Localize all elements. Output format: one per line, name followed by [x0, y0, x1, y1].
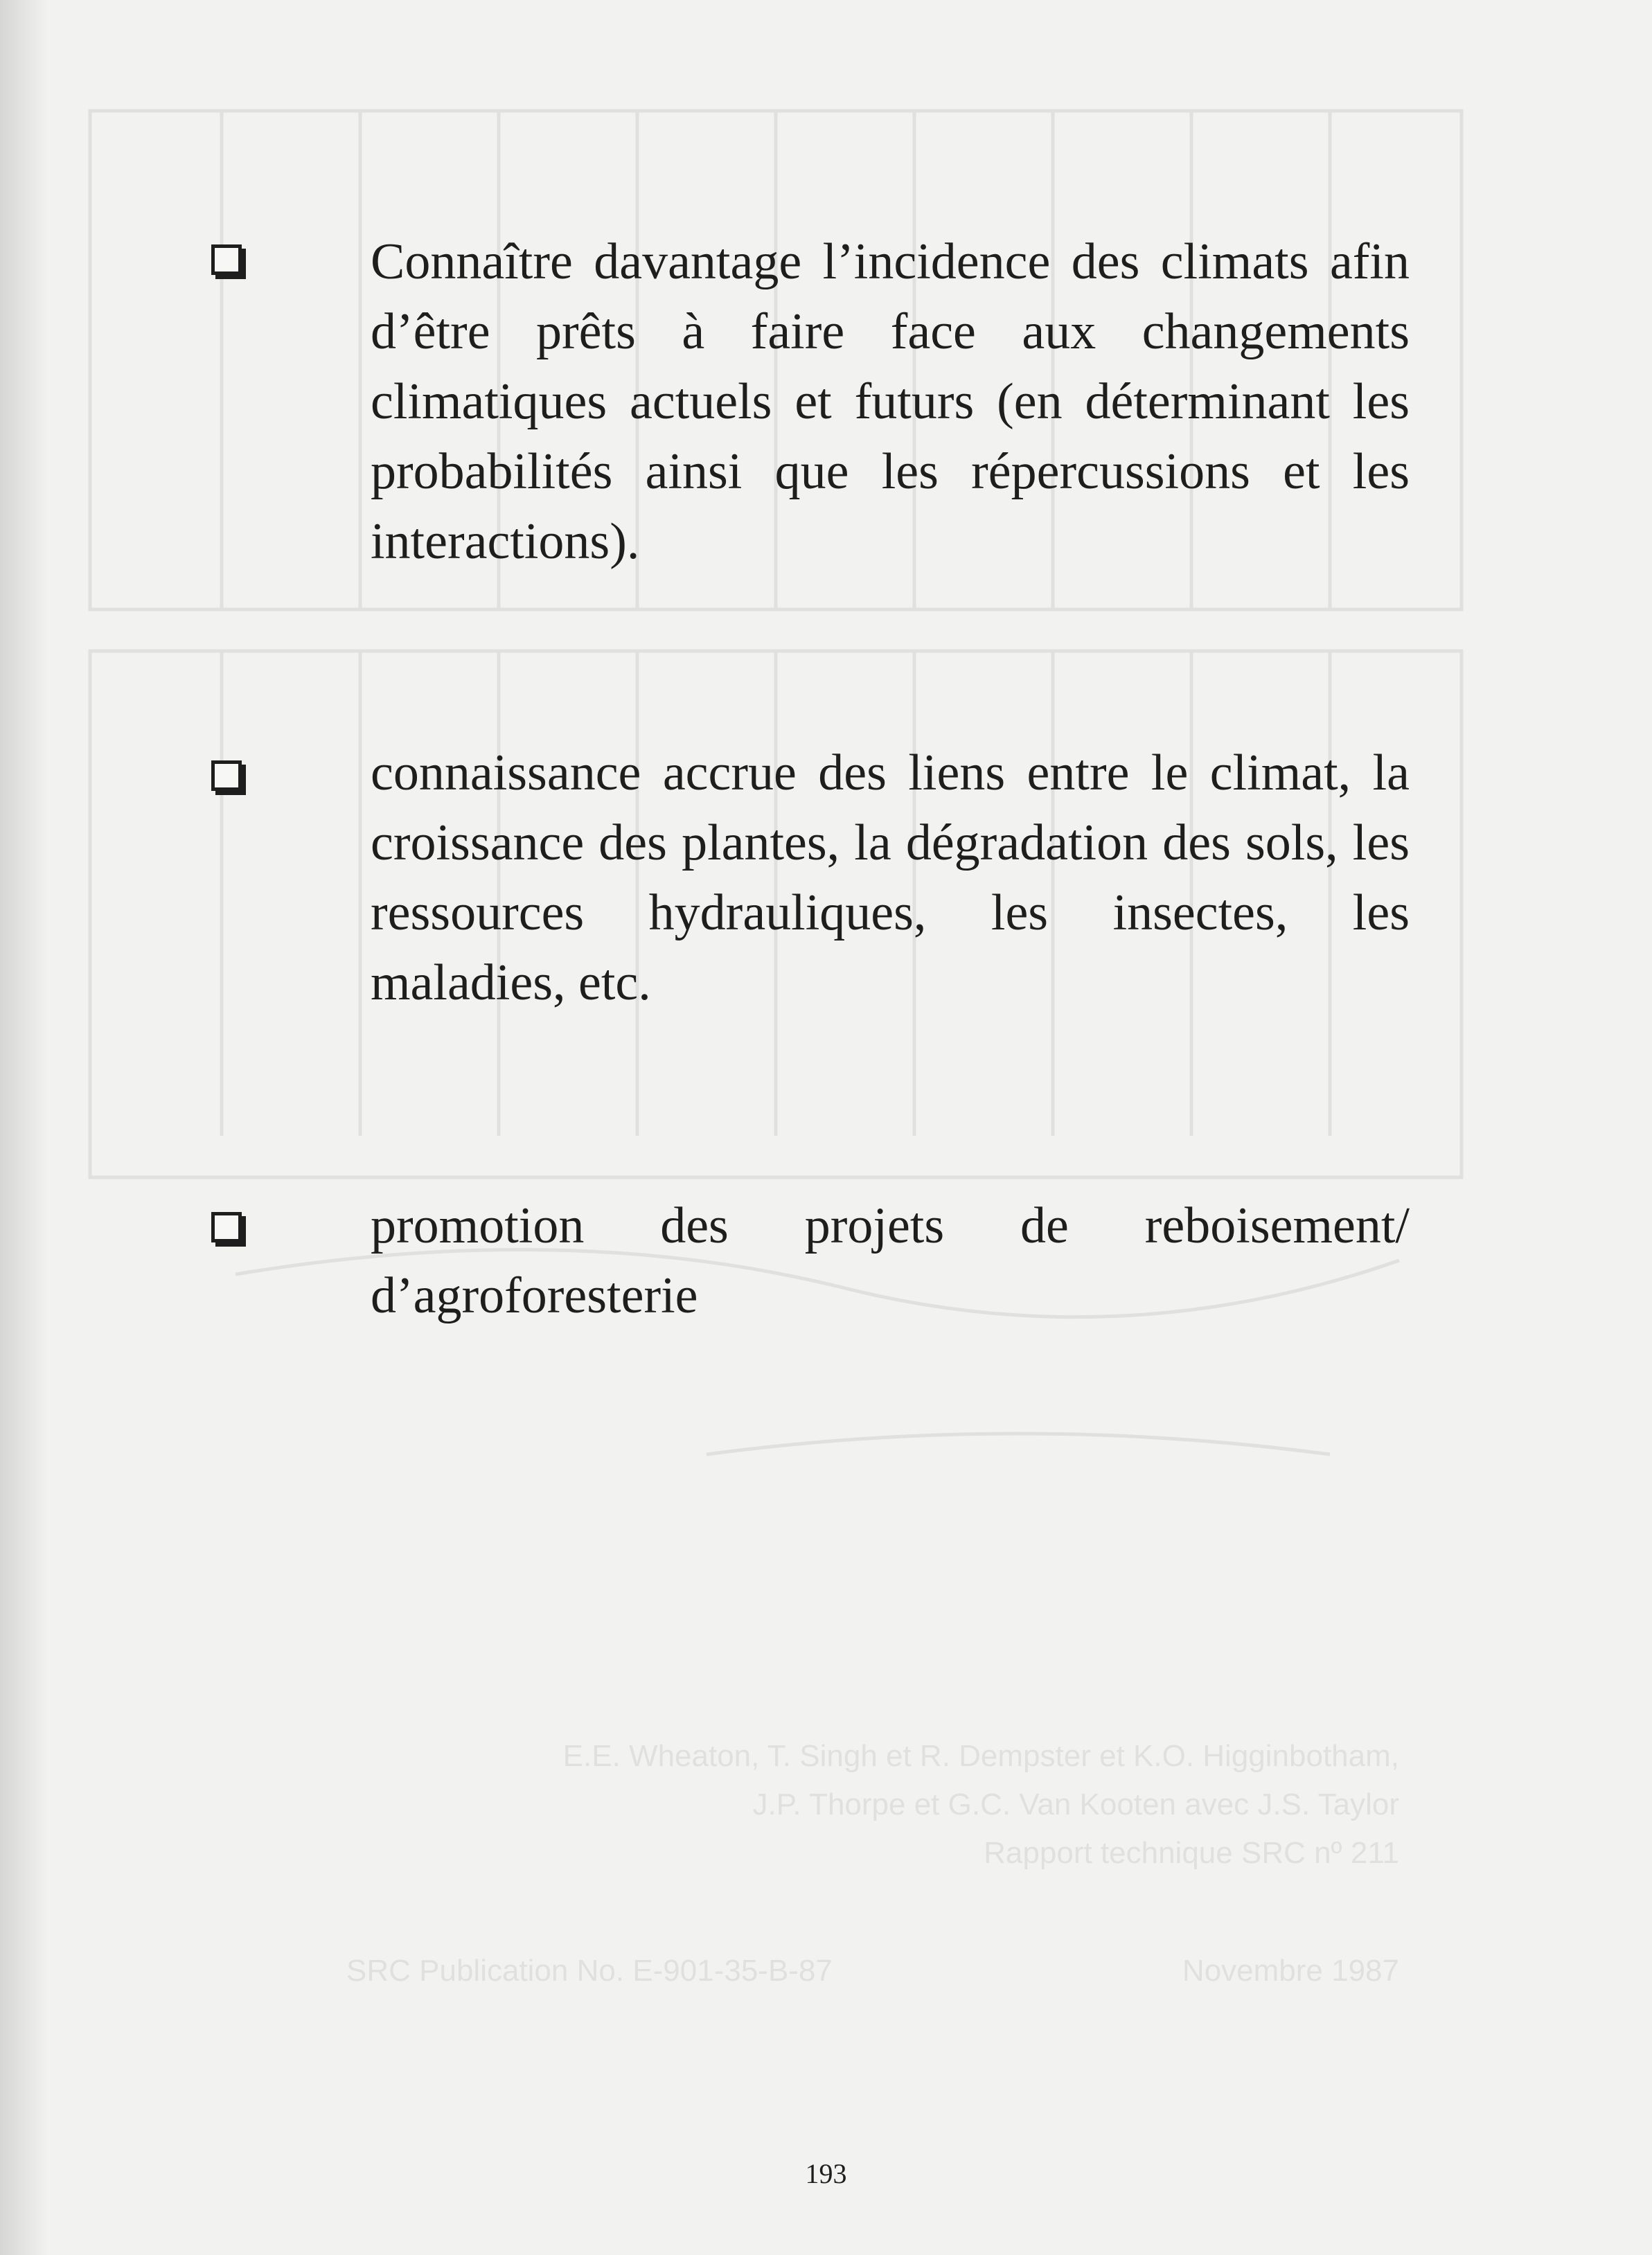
bleed-report-number: Rapport technique SRC nº 211 [984, 1836, 1399, 1870]
checkbox-bullet-icon [211, 760, 242, 791]
bullet-text: Connaître davantage l’incidence des climats afin d’être prêts à faire face aux changements climatiques actuels et futurs (en déterminant les probabilités ainsi que les répercussions et les interactions). [371, 233, 1410, 570]
bleed-date: Novembre 1987 [1182, 1954, 1399, 1988]
bullet-text: promotion des projets de reboisement/ d’agroforesterie [371, 1197, 1410, 1324]
binding-shadow [0, 0, 48, 2255]
page-number: 193 [805, 2158, 847, 2189]
bleed-authors-2: J.P. Thorpe et G.C. Van Kooten avec J.S. Taylor [752, 1788, 1399, 1821]
bleed-authors-1: E.E. Wheaton, T. Singh et R. Dempster et K.O. Higginbotham, [562, 1739, 1399, 1773]
checkbox-bullet-icon [211, 1212, 242, 1242]
bullet-text: connaissance accrue des liens entre le climat, la croissance des plantes, la dégradation des sols, les ressources hydrauliques, les insectes, les maladies, etc. [371, 745, 1410, 1011]
checkbox-bullet-icon [211, 244, 242, 275]
bleed-publication: SRC Publication No. E-901-35-B-87 [346, 1954, 833, 1988]
